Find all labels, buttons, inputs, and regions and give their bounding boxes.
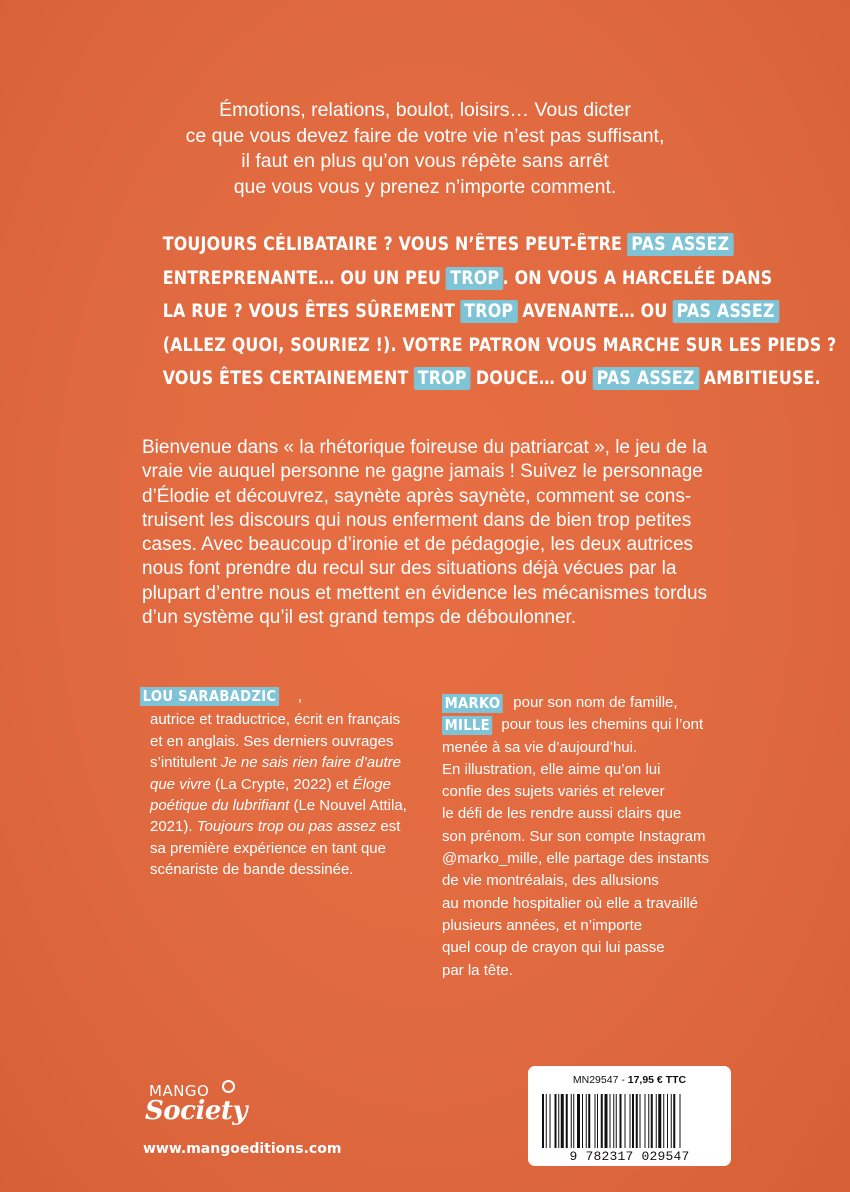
bio-line: sa première expérience en tant que <box>150 839 386 857</box>
tagline-text: AVENANTE… OU <box>522 301 668 322</box>
description-line: cases. Avec beaucoup d’ironie et de pédagogie, les deux autrices <box>142 534 694 556</box>
bio-text: pour son nom de famille, <box>513 694 678 711</box>
book-title: que vivre <box>150 775 211 793</box>
bio-text: s’intitulent <box>150 754 221 772</box>
price-line <box>528 1074 731 1086</box>
highlight-trop: TROP <box>461 301 517 322</box>
logo-society-text: Society <box>145 1096 247 1126</box>
book-title: Je ne sais rien faire d’autre <box>220 754 401 772</box>
highlight-trop: TROP <box>447 268 503 289</box>
tagline-line <box>162 262 773 296</box>
comma: , <box>297 688 303 705</box>
bio-line: au monde hospitalier où elle a travaillé <box>442 894 698 912</box>
bio-line: quel coup de crayon qui lui passe <box>442 939 665 957</box>
author-name-highlight: MILLE <box>442 716 492 735</box>
bio-text: (La Crypte, 2022) et <box>210 775 353 793</box>
author-name-highlight: MARKO <box>442 694 503 713</box>
bio-line: @marko_mille, elle partage des instants <box>442 850 710 868</box>
bio-line <box>150 816 401 837</box>
intro-line: ce que vous devez faire de votre vie n’est pas suffisant, <box>185 124 665 147</box>
intro-line: Émotions, relations, boulot, loisirs… Vous dicter <box>219 99 631 121</box>
tagline-line: (ALLEZ QUOI, SOURIEZ !). VOTRE PATRON VOUS MARCHE SUR LES PIEDS ? <box>162 334 837 356</box>
bio-line: scénariste de bande dessinée. <box>150 861 354 879</box>
description-line: truisent les discours qui nous enferment dans de bien trop petites <box>142 509 692 531</box>
author-bio-illustrator <box>430 692 730 982</box>
barcode-icon <box>542 1094 717 1148</box>
tagline-line <box>162 362 821 396</box>
book-title: Éloge <box>352 775 391 793</box>
description-line: nous font prendre du recul sur des situations déjà vécues par la <box>142 558 677 580</box>
tagline-text: . ON VOUS A HARCELÉE DANS <box>502 267 773 289</box>
bio-line: En illustration, elle aime qu’on lui <box>442 760 661 778</box>
tagline-text: TOUJOURS CÉLIBATAIRE ? VOUS N’ÊTES PEUT-ÊTRE <box>162 234 623 255</box>
bio-line <box>150 795 407 816</box>
highlight-trop: TROP <box>414 368 470 389</box>
intro-line: il faut en plus qu’on vous répète sans arrêt <box>241 150 609 172</box>
bio-text: est <box>376 818 401 836</box>
bio-line: plusieurs années, et n’importe <box>442 916 643 934</box>
tagline-text: AMBITIEUSE. <box>703 368 821 389</box>
tagline-text: VOUS ÊTES CERTAINEMENT <box>162 368 409 389</box>
publisher-website: www.mangoeditions.com <box>143 1141 342 1157</box>
book-title: Toujours trop ou pas assez <box>196 818 377 836</box>
description-line: plupart d’entre nous et mettent en évidence les mécanismes tordus <box>142 582 708 604</box>
bio-line: confie des sujets variés et relever <box>442 783 665 801</box>
product-code: MN29547 - <box>572 1074 628 1086</box>
book-title: poétique du lubrifiant <box>150 797 290 815</box>
intro-paragraph <box>150 98 700 200</box>
bio-line: par la tête. <box>442 961 513 979</box>
description-line: Bienvenue dans « la rhétorique foireuse du patriarcat », le jeu de la <box>142 437 708 458</box>
tagline-block <box>162 228 837 396</box>
author-name-line <box>442 714 730 736</box>
barcode-digits: 9 782317 029547 <box>569 1149 690 1164</box>
highlight-pas-assez: PAS ASSEZ <box>673 301 778 322</box>
description-paragraph <box>142 436 722 630</box>
logo-mango-text: MANGO <box>149 1082 210 1100</box>
bio-line <box>150 752 401 773</box>
logo-ring-icon <box>222 1080 235 1093</box>
bio-line: menée à sa vie d’aujourd’hui. <box>442 738 638 756</box>
description-line: d’Élodie et découvrez, saynète après saynète, comment se cons- <box>142 485 692 507</box>
tagline-text: ENTREPRENANTE… OU UN PEU <box>162 267 442 289</box>
author-name-line <box>442 692 730 714</box>
bio-text: 2021). <box>150 818 197 836</box>
highlight-pas-assez: PAS ASSEZ <box>593 368 698 389</box>
description-line: d’un système qu’il est grand temps de déboulonner. <box>142 607 577 629</box>
bio-line <box>150 774 395 795</box>
tagline-text: LA RUE ? VOUS ÊTES SÛREMENT <box>162 301 456 322</box>
publisher-logo <box>145 1082 265 1132</box>
author-name-highlight: LOU SARABADZIC <box>140 687 279 706</box>
bio-line: son prénom. Sur son compte Instagram <box>442 827 706 845</box>
bio-line: de vie montréalais, des allusions <box>442 872 659 890</box>
bio-line: autrice et traductrice, écrit en français <box>150 711 401 729</box>
bio-text: pour tous les chemins qui l’ont <box>501 716 704 734</box>
author-name-line <box>140 686 395 707</box>
description-line: vraie vie auquel personne ne gagne jamais ! Suivez le personnage <box>142 461 703 483</box>
tagline-line <box>162 228 730 262</box>
highlight-pas-assez: PAS ASSEZ <box>628 234 733 255</box>
price: 17,95 € TTC <box>627 1074 687 1086</box>
author-bio-writer <box>142 686 407 881</box>
tagline-text: DOUCE… OU <box>475 368 588 389</box>
tagline-line <box>162 295 775 329</box>
barcode-label <box>528 1066 731 1166</box>
bio-line: et en anglais. Ses derniers ouvrages <box>150 732 394 750</box>
bio-text: (Le Nouvel Attila, <box>289 797 407 815</box>
bio-line: le défi de les rendre aussi clairs que <box>442 805 682 823</box>
intro-line: que vous vous y prenez n’importe comment. <box>233 175 617 198</box>
